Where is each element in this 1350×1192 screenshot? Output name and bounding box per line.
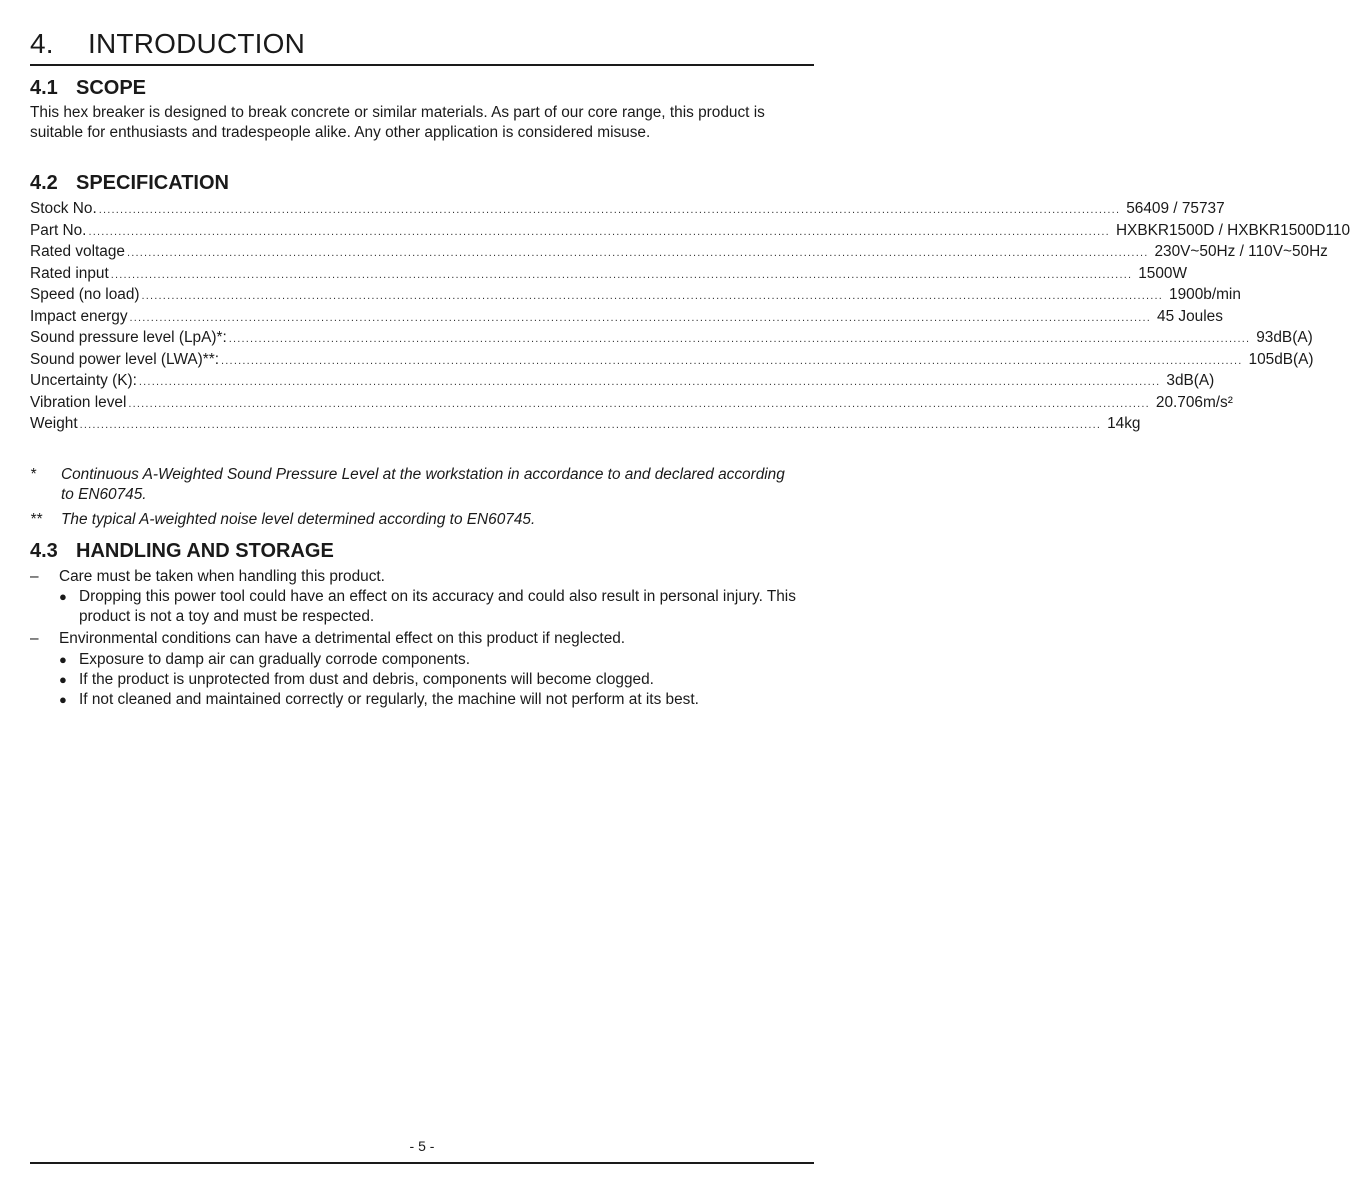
spec-row (30, 327, 1313, 349)
handling-bullet (59, 670, 814, 690)
section-title: INTRODUCTION (88, 28, 306, 59)
handling-heading (30, 539, 334, 563)
dot-leader: ................................................................................................................................................................................................................................................ (129, 311, 1152, 324)
spec-value: 20.706m/s² (1155, 393, 1233, 411)
spec-row (30, 370, 1215, 392)
scope-number: 4.1 (30, 77, 58, 99)
spec-label: Part No. (30, 221, 87, 239)
bullet-text: If the product is unprotected from dust and debris, components will become clogged. (79, 671, 654, 688)
spec-value: HXBKR1500D / HXBKR1500D110 (1115, 221, 1350, 239)
spec-label: Sound power level (LWA)**: (30, 350, 220, 368)
footnote-sound-power (30, 510, 814, 530)
dot-leader: ................................................................................................................................................................................................................................................ (141, 290, 1164, 302)
spec-row (30, 263, 1187, 285)
dot-leader: ................................................................................................................................................................................................................................................ (228, 333, 1251, 345)
spec-row (30, 198, 1225, 220)
section-heading (30, 28, 814, 60)
handling-title: HANDLING AND STORAGE (76, 540, 334, 562)
specification-title: SPECIFICATION (76, 172, 229, 194)
section-number: 4. (30, 28, 54, 59)
spec-value: 105dB(A) (1248, 350, 1314, 368)
spec-value: 93dB(A) (1256, 329, 1313, 346)
heading-rule (30, 64, 814, 66)
specification-number: 4.2 (30, 172, 58, 194)
spec-row (30, 392, 1233, 414)
handling-item (30, 567, 814, 587)
footnote-text: Continuous A-Weighted Sound Pressure Level at the workstation in accordance to and declared according to EN60745. (61, 466, 785, 503)
dot-leader: ................................................................................................................................................................................................................................................ (110, 268, 1133, 281)
spec-value: 45 Joules (1157, 307, 1223, 325)
bullet-text: Exposure to damp air can gradually corrode components. (79, 651, 470, 668)
handling-bullet (59, 690, 814, 710)
dot-leader: ................................................................................................................................................................................................................................................ (79, 419, 1102, 431)
handling-number: 4.3 (30, 540, 58, 562)
specification-heading (30, 171, 229, 195)
spec-label: Rated input (30, 264, 109, 282)
footnote-sound-pressure (30, 465, 814, 505)
spec-label: Rated voltage (30, 243, 125, 260)
specification-table (30, 198, 1350, 435)
scope-title: SCOPE (76, 77, 147, 99)
dot-leader: ................................................................................................................................................................................................................................................ (98, 204, 1121, 216)
bullet-text: If not cleaned and maintained correctly or regularly, the machine will not perform at its best. (79, 691, 699, 708)
spec-label: Speed (no load) (30, 286, 140, 303)
scope-heading (30, 76, 146, 100)
spec-row (30, 241, 1328, 263)
spec-label: Weight (30, 415, 78, 432)
spec-label: Vibration level (30, 393, 127, 411)
spec-value: 56409 / 75737 (1126, 200, 1225, 217)
dash-mark: – (30, 568, 39, 585)
footnote-mark: * (30, 466, 36, 483)
spec-value: 14kg (1107, 415, 1141, 432)
handling-item-text: Environmental conditions can have a detrimental effect on this product if neglected. (59, 630, 626, 647)
spec-row (30, 306, 1223, 328)
dot-leader: ................................................................................................................................................................................................................................................ (221, 354, 1243, 367)
bullet-mark: ● (59, 692, 67, 707)
spec-value: 3dB(A) (1166, 372, 1215, 389)
spec-value: 1500W (1138, 264, 1187, 282)
spec-row (30, 220, 1350, 242)
scope-text: This hex breaker is designed to break concrete or similar materials. As part of our core range, this product is suitable for enthusiasts and tradespeople alike. Any other application is considered misuse. (30, 104, 765, 141)
manual-page (30, 0, 1350, 1192)
bullet-mark: ● (59, 652, 67, 667)
bullet-mark: ● (59, 672, 67, 687)
spec-label: Sound pressure level (LpA)*: (30, 329, 227, 346)
handling-bullet (59, 587, 814, 627)
spec-row (30, 284, 1241, 306)
footnote-text: The typical A-weighted noise level determined according to EN60745. (61, 511, 536, 528)
spec-label: Stock No. (30, 200, 97, 217)
dot-leader: ................................................................................................................................................................................................................................................ (88, 225, 1110, 238)
spec-label: Uncertainty (K): (30, 372, 137, 389)
dot-leader: ................................................................................................................................................................................................................................................ (138, 376, 1161, 388)
spec-row (30, 413, 1141, 435)
spec-value: 230V~50Hz / 110V~50Hz (1154, 243, 1328, 260)
dot-leader: ................................................................................................................................................................................................................................................ (126, 247, 1149, 259)
footnote-mark: ** (30, 511, 42, 528)
handling-item (30, 629, 814, 649)
bullet-mark: ● (59, 589, 67, 604)
handling-item-text: Care must be taken when handling this product. (59, 568, 385, 585)
spec-row (30, 349, 1314, 371)
footer-rule (30, 1162, 814, 1164)
spec-value: 1900b/min (1169, 286, 1241, 303)
page-number: - 5 - (409, 1138, 435, 1154)
bullet-text: Dropping this power tool could have an effect on its accuracy and could also result in personal injury. This product is not a toy and must be respected. (79, 588, 796, 625)
spec-label: Impact energy (30, 307, 128, 325)
dot-leader: ................................................................................................................................................................................................................................................ (128, 397, 1150, 410)
dash-mark: – (30, 630, 39, 647)
handling-bullet (59, 650, 814, 670)
